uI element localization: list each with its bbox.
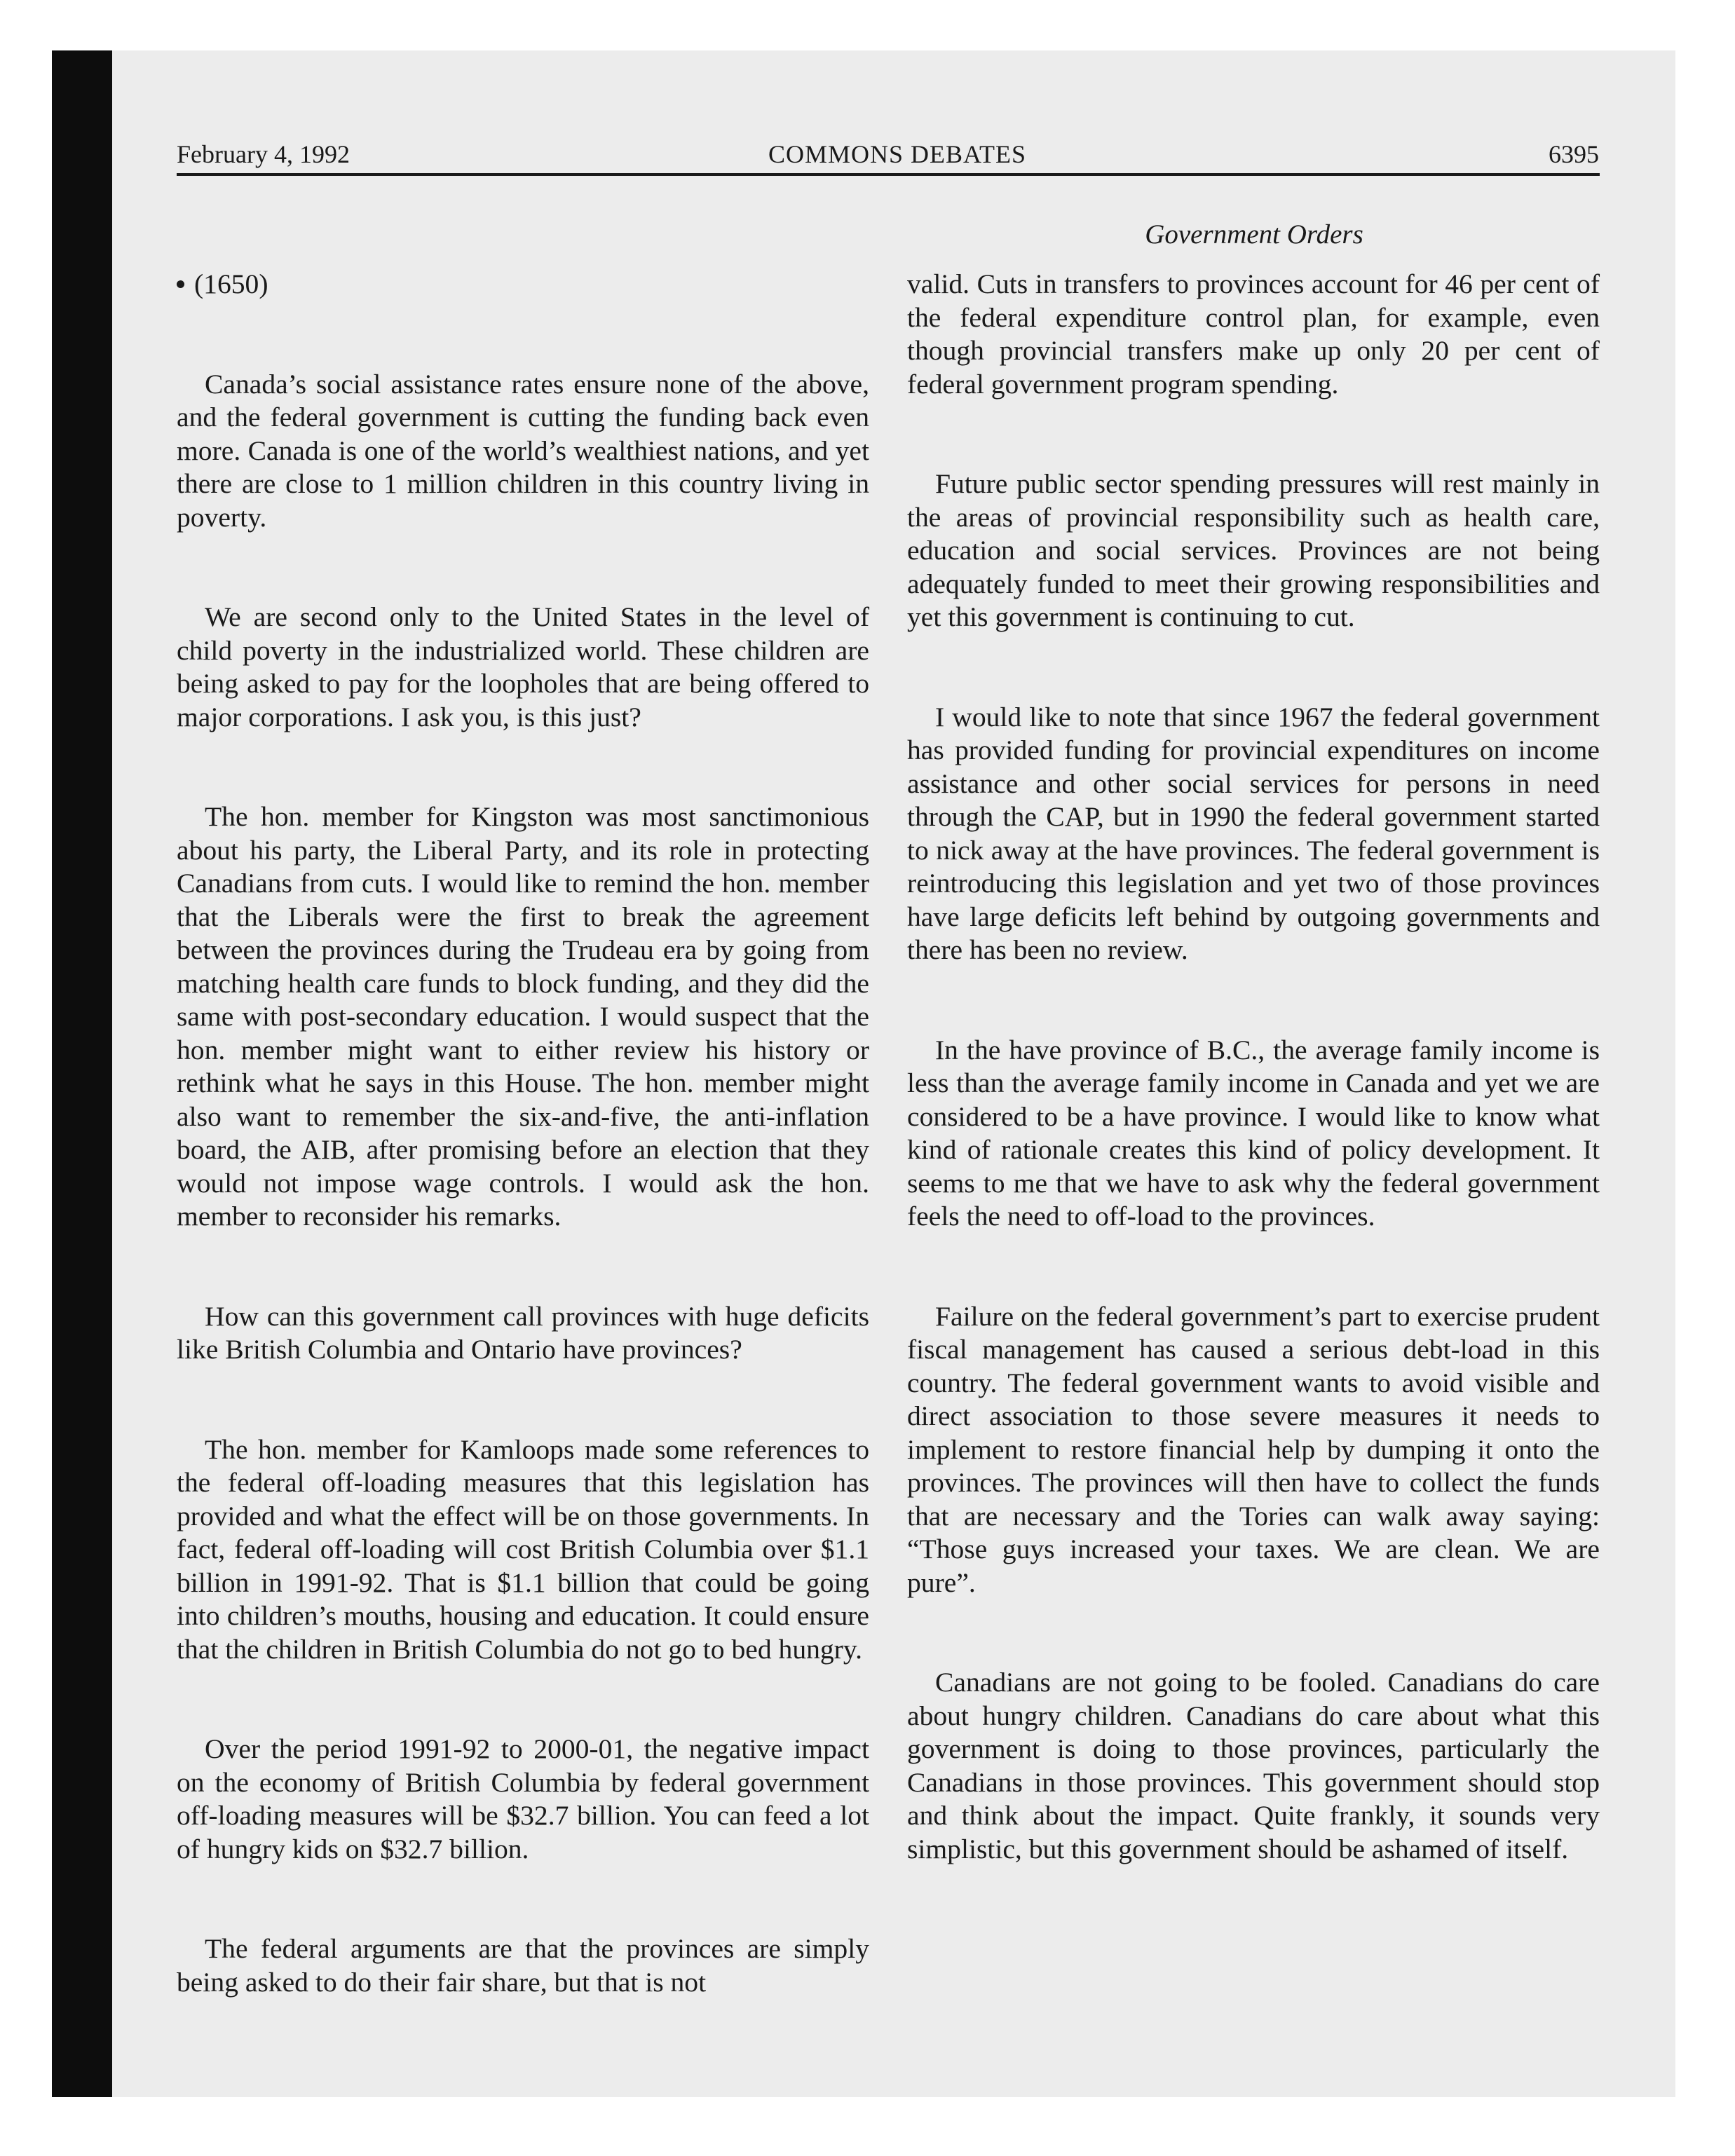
paragraph: I would like to note that since 1967 the federal government has provided funding for provincial expenditures on income assistance and other social services for persons in need through the CAP, but in 1990 the federal government started to nick away at the have provinces. The federal government is reintroducing this legislation and yet two of those provinces have large deficits left behind by outgoing governments and there has been no review. bbox=[907, 701, 1600, 965]
paragraph: The federal arguments are that the provinces are simply being asked to do their fair share, but that is not bbox=[177, 1933, 869, 1998]
bullet-icon bbox=[177, 280, 184, 288]
right-text-column bbox=[907, 268, 1600, 1932]
time-stamp bbox=[177, 268, 869, 301]
paragraph: Canadians are not going to be fooled. Canadians do care about hungry children. Canadians do care about what this government is doing to those provinces, particularly the Canadians in those provinces. This government should stop and think about the impact. Quite frankly, it sounds very simplistic, but this government should be ashamed of itself. bbox=[907, 1667, 1600, 1864]
section-label: Government Orders bbox=[1145, 219, 1363, 250]
header-date: February 4, 1992 bbox=[177, 140, 350, 168]
left-text-column bbox=[177, 268, 869, 2066]
header-publication-title: COMMONS DEBATES bbox=[768, 140, 1027, 168]
paragraph: Over the period 1991-92 to 2000-01, the negative impact on the economy of British Columbia by federal government off-loading measures will be $32.7 billion. You can feed a lot of hungry kids on $32.7 billion. bbox=[177, 1733, 869, 1864]
paragraph-continued: valid. Cuts in transfers to provinces account for 46 per cent of the federal expenditure control plan, for example, even though provincial transfers make up only 20 per cent of federal government program spending. bbox=[907, 268, 1600, 400]
time-stamp-text: (1650) bbox=[194, 268, 268, 299]
paragraph: The hon. member for Kamloops made some references to the federal off-loading measures that this legislation has provided and what the effect will be on those governments. In fact, federal off-loading will cost British Columbia over $1.1 billion in 1991-92. That is $1.1 billion that could be going into children’s mouths, housing and education. It could ensure that the children in British Columbia do not go to bed hungry. bbox=[177, 1433, 869, 1665]
header-page-number: 6395 bbox=[1549, 140, 1599, 168]
paragraph: Future public sector spending pressures will rest mainly in the areas of provincial responsibility such as health care, education and social services. Provinces are not being adequately funded to meet their growing responsibilities and yet this government is continuing to cut. bbox=[907, 468, 1600, 632]
paragraph: The hon. member for Kingston was most sanctimonious about his party, the Liberal Party, and its role in protecting Canadians from cuts. I would like to remind the hon. member that the Liberals were the first to break the agreement between the provinces during the Trudeau era by going from matching health care funds to block funding, and they did the same with post-secondary education. I would suspect that the hon. member might want to either review his history or rethink what he says in this House. The hon. member might also want to remember the six-and-five, the anti-inflation board, the AIB, after promising before an election that they would not impose wage controls. I would ask the hon. member to reconsider his remarks. bbox=[177, 801, 869, 1231]
scan-binding-edge bbox=[52, 50, 112, 2097]
paragraph: How can this government call provinces with huge deficits like British Columbia and Ontario have provinces? bbox=[177, 1300, 869, 1365]
paragraph: In the have province of B.C., the average family income is less than the average family income in Canada and yet we are considered to be a have province. I would like to know what kind of rationale creates this kind of policy development. It seems to me that we have to ask why the federal government feels the need to off-load to the provinces. bbox=[907, 1034, 1600, 1231]
paragraph: Failure on the federal government’s part to exercise prudent fiscal management has caused a serious debt-load in this country. The federal government wants to avoid visible and direct association to those severe measures it needs to implement to restore financial help by dumping it onto the provinces. The provinces will then have to collect the funds that are necessary and the Tories can walk away saying: “Those guys increased your taxes. We are clean. We are pure”. bbox=[907, 1300, 1600, 1598]
paragraph: Canada’s social assistance rates ensure none of the above, and the federal government is cutting the funding back even more. Canada is one of the world’s wealthiest nations, and yet there are close to 1 million children in this country living in poverty. bbox=[177, 368, 869, 533]
header-rule bbox=[177, 173, 1600, 176]
paragraph: We are second only to the United States in the level of child poverty in the industrialized world. These children are being asked to pay for the loopholes that are being offered to major corporations. I ask you, is this just? bbox=[177, 601, 869, 732]
